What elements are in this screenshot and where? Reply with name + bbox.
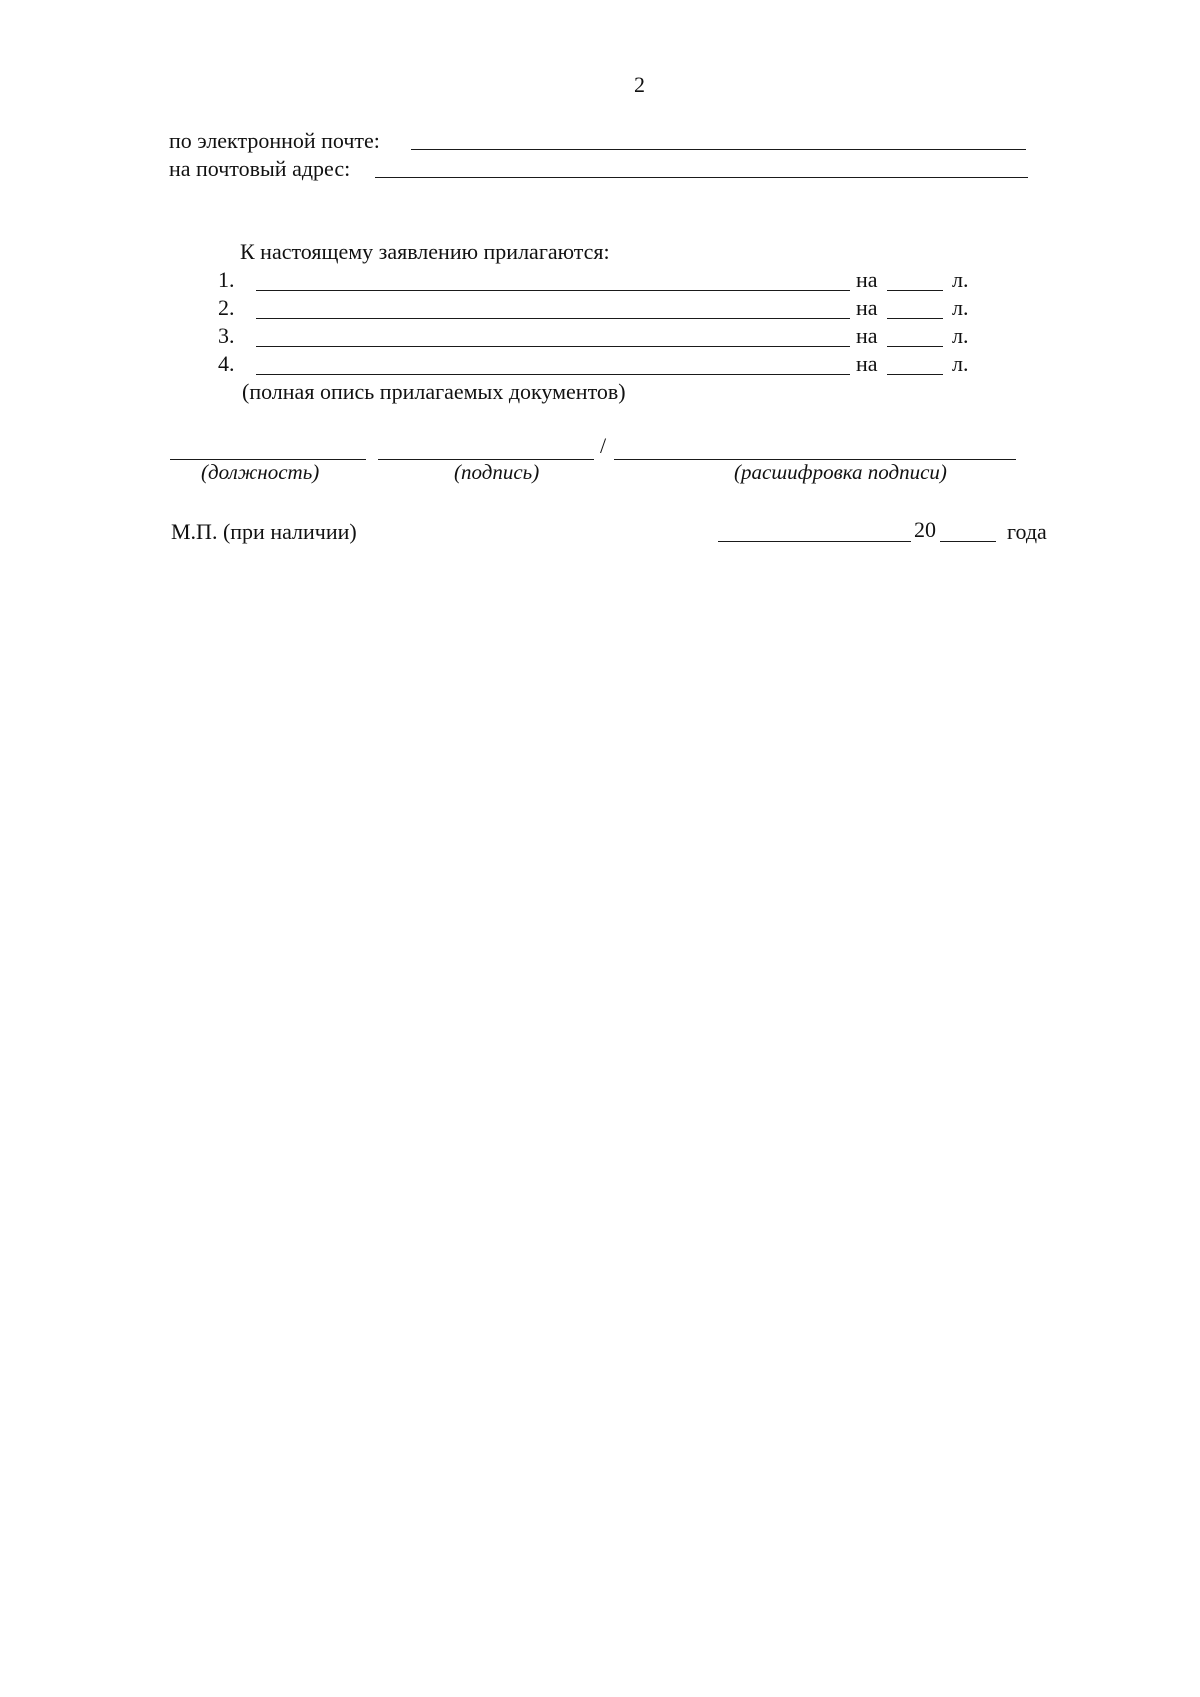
- postal-address-label: на почтовый адрес:: [169, 156, 351, 181]
- postal-address-field[interactable]: [375, 177, 1028, 178]
- signature-caption: (подпись): [454, 460, 540, 484]
- date-field[interactable]: [718, 541, 911, 542]
- attachment-number: 1.: [218, 267, 235, 292]
- signature-separator: /: [600, 433, 607, 458]
- attachment-name-field[interactable]: [256, 346, 850, 347]
- position-caption: (должность): [201, 460, 320, 484]
- attachment-name-field[interactable]: [256, 290, 850, 291]
- attachment-on-label: на: [856, 267, 878, 292]
- attachment-number: 4.: [218, 351, 235, 376]
- attachment-sheets-field[interactable]: [887, 346, 943, 347]
- attachment-sheets-suffix: л.: [952, 295, 969, 320]
- attachment-name-field[interactable]: [256, 374, 850, 375]
- attachment-on-label: на: [856, 295, 878, 320]
- attachment-on-label: на: [856, 351, 878, 376]
- attachment-name-field[interactable]: [256, 318, 850, 319]
- year-suffix: года: [1007, 519, 1047, 544]
- attachment-sheets-suffix: л.: [952, 351, 969, 376]
- email-field[interactable]: [411, 149, 1026, 150]
- attachment-sheets-field[interactable]: [887, 318, 943, 319]
- attachment-number: 2.: [218, 295, 235, 320]
- attachment-sheets-suffix: л.: [952, 267, 969, 292]
- year-prefix: 20: [914, 517, 936, 542]
- attachment-sheets-field[interactable]: [887, 290, 943, 291]
- year-field[interactable]: [940, 541, 996, 542]
- attachment-number: 3.: [218, 323, 235, 348]
- attachment-sheets-field[interactable]: [887, 374, 943, 375]
- attachments-heading: К настоящему заявлению прилагаются:: [240, 239, 610, 264]
- stamp-label: М.П. (при наличии): [171, 519, 357, 544]
- decoding-caption: (расшифровка подписи): [734, 460, 947, 484]
- attachment-sheets-suffix: л.: [952, 323, 969, 348]
- attachment-on-label: на: [856, 323, 878, 348]
- attachments-note: (полная опись прилагаемых документов): [242, 379, 626, 404]
- page-number: 2: [634, 72, 645, 97]
- email-label: по электронной почте:: [169, 128, 380, 153]
